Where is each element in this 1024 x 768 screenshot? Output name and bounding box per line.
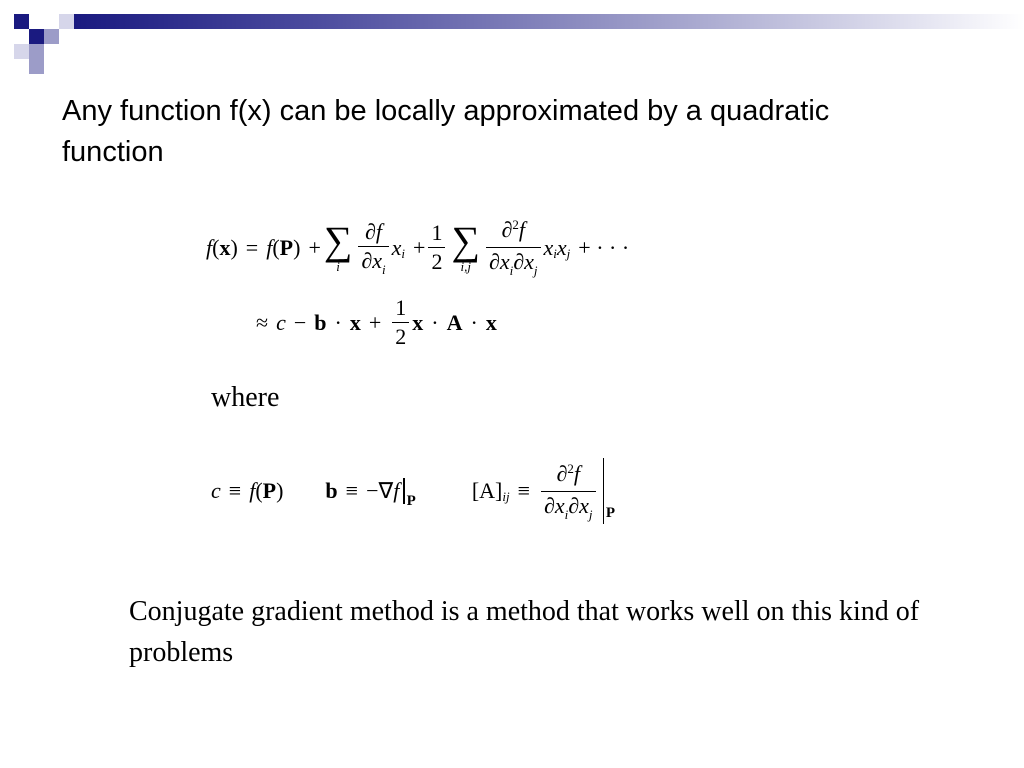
eq1-sum-ij: ∑ i,j: [451, 217, 480, 274]
eq2-x: x: [349, 309, 361, 335]
quadratic-form-equation: ≈ c − b · x + $\frac{1}{2}$ x · A · x: [256, 295, 497, 349]
header-square: [14, 14, 29, 29]
slide-heading: Any function f(x) can be locally approximated by a quadratic function: [62, 95, 830, 168]
eq1-plus1: +: [308, 234, 321, 260]
eq1-dots: + · · ·: [578, 234, 630, 260]
eq2-half: $\frac{1}{2}$: [392, 296, 409, 349]
def-eval-P: P: [605, 504, 616, 521]
eq2-A: A: [446, 309, 463, 335]
eq2-minus: −: [293, 309, 307, 335]
eq1-half: $\frac{1}{2}$: [428, 221, 445, 274]
header-square: [29, 44, 44, 59]
def-A: [A]: [471, 478, 503, 503]
eq1-x: x: [219, 234, 231, 260]
eq1-xixj: x: [543, 234, 554, 260]
header-square: [14, 29, 29, 44]
header-square: [59, 59, 74, 74]
header-square: [59, 44, 74, 59]
header-square: [59, 14, 74, 29]
header-square: [44, 29, 59, 44]
def-c: c: [211, 478, 221, 503]
header-square: [59, 29, 74, 44]
eq2-b: b: [314, 309, 327, 335]
eq1-P: P: [279, 234, 294, 260]
header-square: [29, 59, 44, 74]
def-nabla: −∇: [366, 478, 394, 503]
eq1-sum-i: ∑ i: [323, 217, 353, 274]
header-square: [44, 59, 59, 74]
definitions-equation: c ≡ f ( P ) b ≡ −∇ f P [A] ij ≡ $\frac{\partial^2f}{\partial x_i\partial x_j}$ P: [211, 458, 615, 524]
header-gradient-bar: [74, 14, 1024, 29]
header-square: [29, 29, 44, 44]
eq1-equals: =: [245, 234, 259, 260]
header-square: [44, 14, 59, 29]
eq1-f: f: [206, 234, 213, 260]
eq2-c: c: [276, 309, 286, 335]
header-square: [14, 59, 29, 74]
eq2-plus: +: [368, 309, 382, 335]
header-square: [14, 44, 29, 59]
eq1-xi: x: [391, 234, 402, 260]
eq2-approx: ≈: [256, 309, 269, 335]
taylor-expansion-equation: f ( x ) = f ( P ) + ∑ i $\frac{\partial f}{\partial x_i}$ x i + $\frac{1}{2}$ ∑ i,j $\frac{\partial^2f}{\partial x_i\partial x_j}$ x i x j + · · ·: [206, 217, 630, 278]
def-b: b: [325, 478, 338, 503]
eq1-f2: f: [266, 234, 273, 260]
eq1-first-derivative: $\frac{\partial f}{\partial x_i}$: [358, 220, 388, 276]
header-square: [29, 14, 44, 29]
header-square: [44, 44, 59, 59]
conclusion-text: Conjugate gradient method is a method that works well on this kind of problems: [129, 596, 920, 668]
eq1-second-derivative: $\frac{\partial^2f}{\partial x_i\partial x_j}$: [486, 218, 541, 277]
where-label: where: [211, 382, 280, 413]
def-hessian: $\frac{\partial^2f}{\partial x_i\partial x_j}$: [541, 462, 596, 521]
